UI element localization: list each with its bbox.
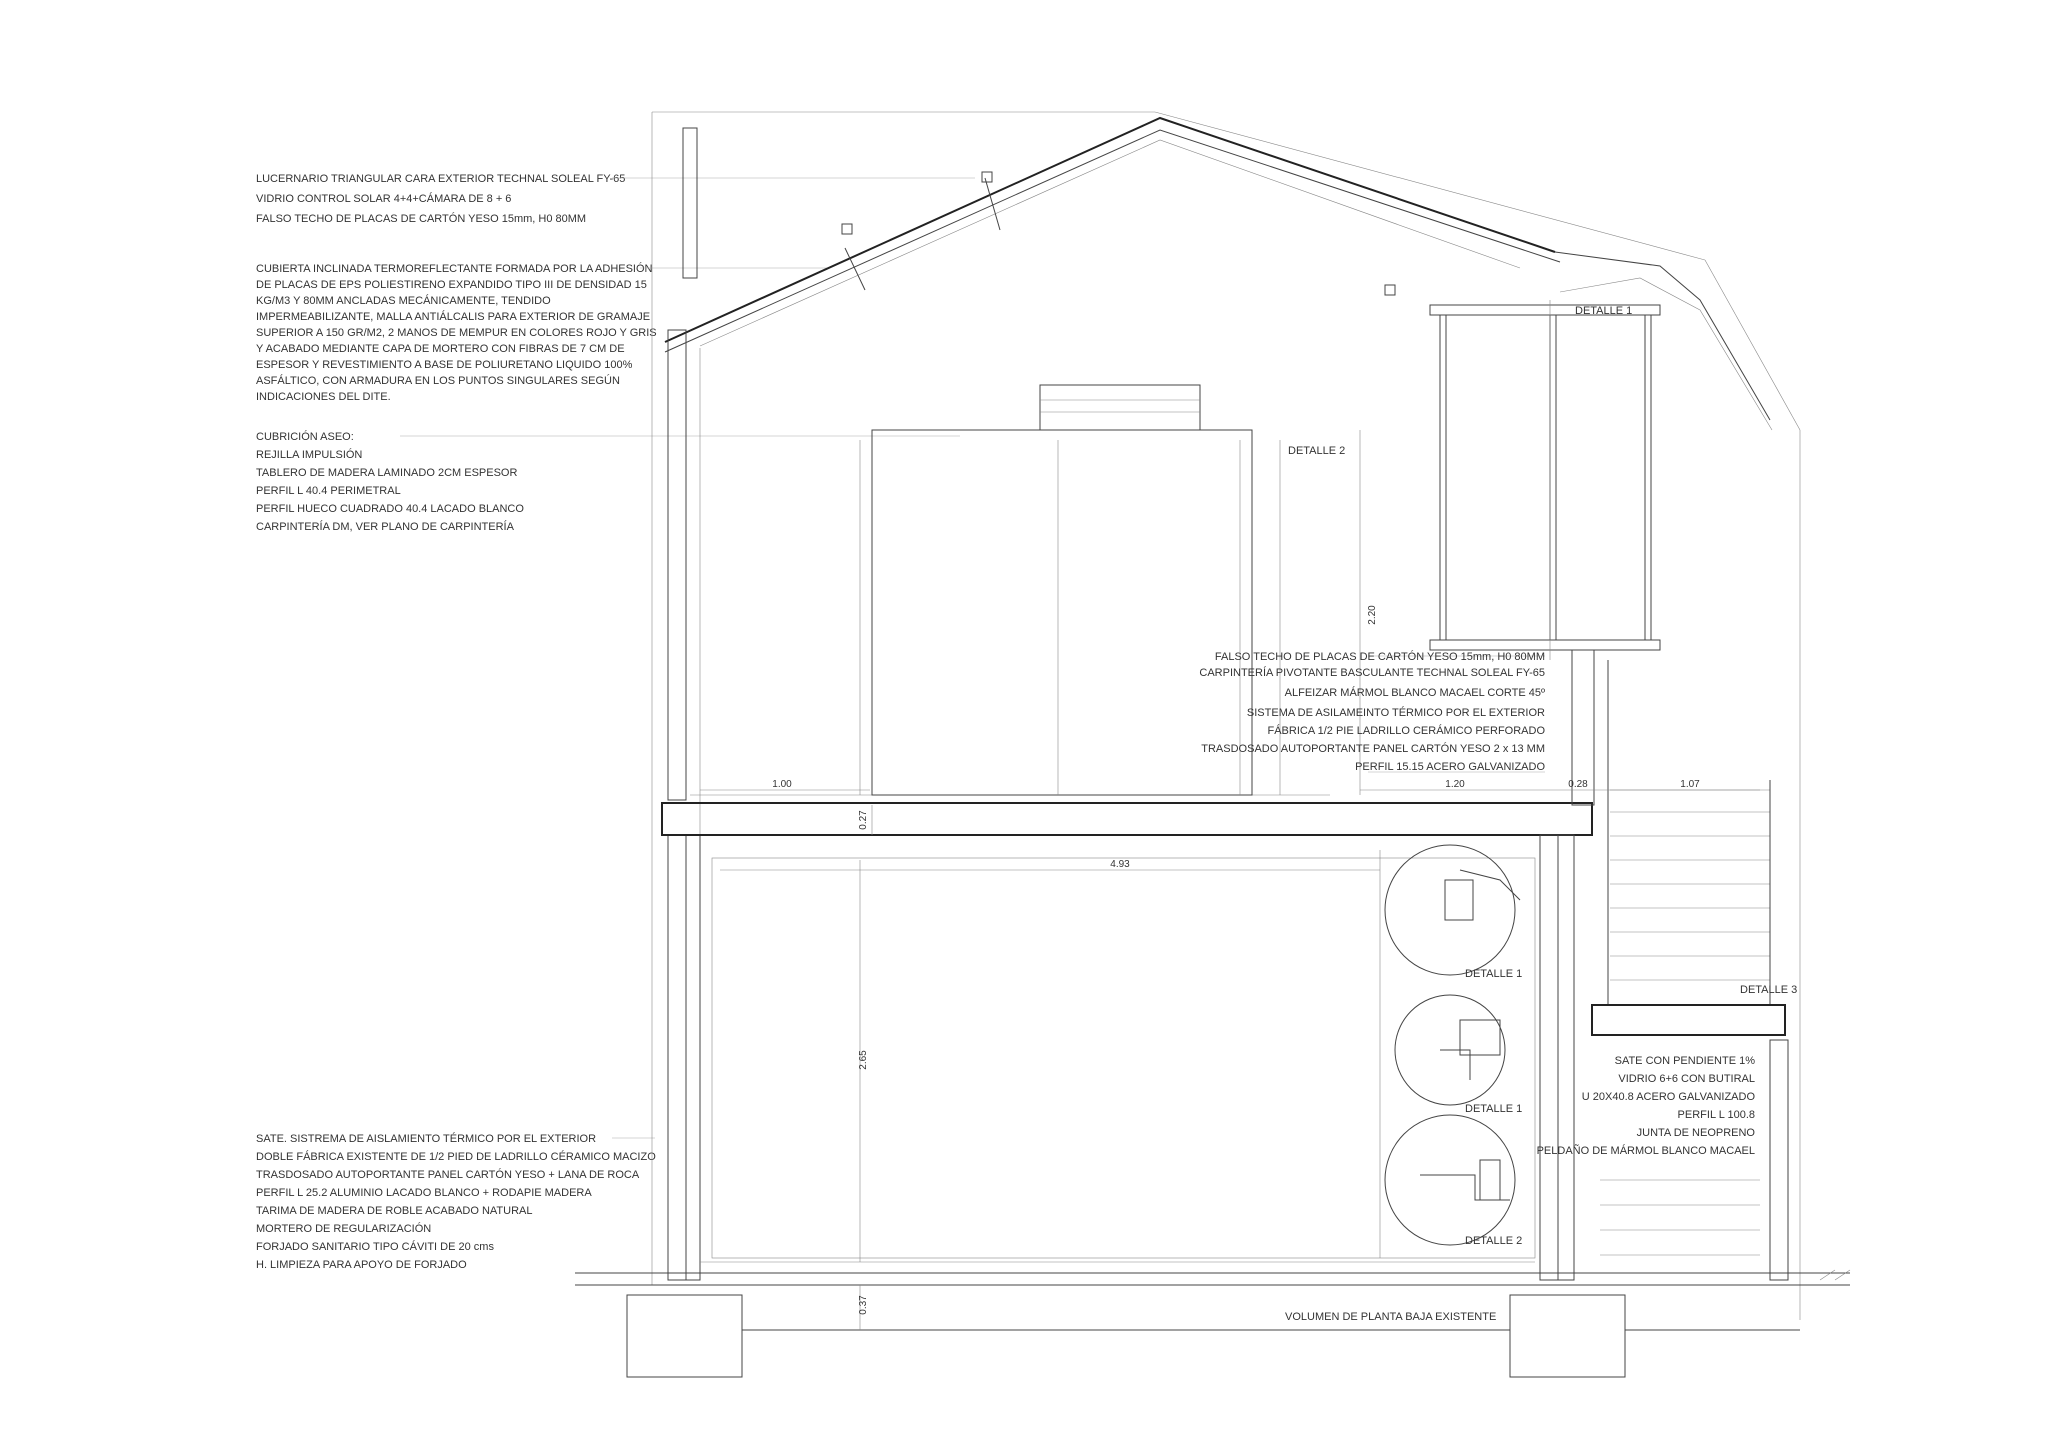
notes-aseo-group [256,430,524,533]
detail-labels [1288,305,1797,1247]
note-mid-6: TRASDOSADO AUTOPORTANTE PANEL CARTÓN YESO 2 x 13 MM [1201,743,1545,755]
note-sate-1: SATE. SISTREMA DE AISLAMIENTO TÉRMICO POR EL EXTERIOR [256,1133,597,1145]
dimension-labels [772,605,1700,1315]
note-sate-4: PERFIL L 25.2 ALUMINIO LACADO BLANCO + RODAPIE MADERA [256,1187,592,1199]
notes-stair-group [1537,1055,1756,1157]
note-cubierta-1: CUBIERTA INCLINADA TERMOREFLECTANTE FORMADA POR LA ADHESIÓN [256,263,653,275]
note-stair-2: VIDRIO 6+6 CON BUTIRAL [1618,1073,1755,1085]
dim-1-20: 1.20 [1445,779,1465,790]
detail-circle-3 [1385,1115,1515,1245]
dim-2-65: 2.65 [858,1050,869,1070]
note-cubierta-3: KG/M3 Y 80MM ANCLADAS MECÁNICAMENTE, TENDIDO [256,295,551,307]
note-mid-1: FALSO TECHO DE PLACAS DE CARTÓN YESO 15mm, H0 80MM [1214,651,1545,663]
note-aseo-4: PERFIL L 40.4 PERIMETRAL [256,485,401,497]
note-mid-4: SISTEMA DE ASILAMEINTO TÉRMICO POR EL EXTERIOR [1246,707,1545,719]
note-stair-5: JUNTA DE NEOPRENO [1636,1127,1755,1139]
note-mid-7: PERFIL 15.15 ACERO GALVANIZADO [1355,761,1545,773]
notes-mid-group [1199,650,1545,773]
dim-0-37: 0.37 [858,1295,869,1315]
label-detalle-1-top: DETALLE 1 [1575,305,1633,317]
dim-0-28: 0.28 [1568,779,1588,790]
label-detalle-3: DETALLE 3 [1740,984,1798,996]
note-cubierta-2: DE PLACAS DE EPS POLIESTIRENO EXPANDIDO TIPO III DE DENSIDAD 15 [256,279,647,291]
dimension-lines [700,430,1760,1330]
note-roof-3: FALSO TECHO DE PLACAS DE CARTÓN YESO 15mm, H0 80MM [256,213,587,225]
note-cubierta-4: IMPERMEABILIZANTE, MALLA ANTIÁLCALIS PARA EXTERIOR DE GRAMAJE [256,311,651,323]
notes-roof-group [256,173,625,225]
note-sate-6: MORTERO DE REGULARIZACIÓN [256,1223,432,1235]
note-aseo-1: CUBRICIÓN ASEO: [256,431,354,443]
detail-circle-1 [1385,845,1515,975]
notes-cubierta-group [256,262,657,403]
note-stair-1: SATE CON PENDIENTE 1% [1614,1055,1755,1067]
dim-1-00: 1.00 [772,779,792,790]
label-circle-1: DETALLE 1 [1465,968,1523,980]
dim-4-93: 4.93 [1110,859,1130,870]
ground-hatch [1820,1270,1850,1280]
note-cubierta-6: Y ACABADO MEDIANTE CAPA DE MORTERO CON FIBRAS DE 7 CM DE [256,343,625,355]
note-cubierta-8: ASFÁLTICO, CON ARMADURA EN LOS PUNTOS SINGULARES SEGÚN [256,375,620,387]
note-mid-5: FÁBRICA 1/2 PIE LADRILLO CERÁMICO PERFORADO [1267,725,1545,737]
note-aseo-6: CARPINTERÍA DM, VER PLANO DE CARPINTERÍA [256,521,514,533]
label-circle-2: DETALLE 1 [1465,1103,1523,1115]
note-sate-3: TRASDOSADO AUTOPORTANTE PANEL CARTÓN YESO + LANA DE ROCA [256,1169,640,1181]
note-sate-2: DOBLE FÁBRICA EXISTENTE DE 1/2 PIED DE LADRILLO CÉRAMICO MACIZO [256,1151,656,1163]
dim-0-27: 0.27 [858,810,869,830]
note-sate-7: FORJADO SANITARIO TIPO CÁVITI DE 20 cms [256,1241,494,1253]
note-mid-3: ALFEIZAR MÁRMOL BLANCO MACAEL CORTE 45º [1284,687,1545,699]
note-cubierta-7: ESPESOR Y REVESTIMIENTO A BASE DE POLIURETANO LIQUIDO 100% [256,359,633,371]
note-cubierta-5: SUPERIOR A 150 GR/M2, 2 MANOS DE MEMPUR EN COLORES ROJO Y GRIS [256,327,657,339]
note-stair-6: PELDAÑO DE MÁRMOL BLANCO MACAEL [1536,1145,1755,1157]
note-roof-1: LUCERNARIO TRIANGULAR CARA EXTERIOR TECHNAL SOLEAL FY-65 [256,173,626,185]
note-cubierta-9: INDICACIONES DEL DITE. [256,391,391,403]
label-circle-3: DETALLE 2 [1465,1235,1523,1247]
notes-sate-group [256,1132,656,1271]
note-roof-2: VIDRIO CONTROL SOLAR 4+4+CÁMARA DE 8 + 6 [256,193,512,205]
note-sate-8: H. LIMPIEZA PARA APOYO DE FORJADO [256,1259,467,1271]
note-stair-3: U 20X40.8 ACERO GALVANIZADO [1581,1091,1755,1103]
dim-2-20: 2.20 [1367,605,1378,625]
note-mid-2: CARPINTERÍA PIVOTANTE BASCULANTE TECHNAL SOLEAL FY-65 [1199,667,1545,679]
note-sate-5: TARIMA DE MADERA DE ROBLE ACABADO NATURAL [256,1205,533,1217]
dim-1-07: 1.07 [1680,779,1700,790]
label-detalle-2-top: DETALLE 2 [1288,445,1346,457]
ground-floor-label: VOLUMEN DE PLANTA BAJA EXISTENTE [1285,1311,1497,1323]
note-aseo-3: TABLERO DE MADERA LAMINADO 2CM ESPESOR [256,467,518,479]
note-aseo-2: REJILLA IMPULSIÓN [256,449,363,461]
note-aseo-5: PERFIL HUECO CUADRADO 40.4 LACADO BLANCO [256,503,524,515]
note-stair-4: PERFIL L 100.8 [1677,1109,1755,1121]
